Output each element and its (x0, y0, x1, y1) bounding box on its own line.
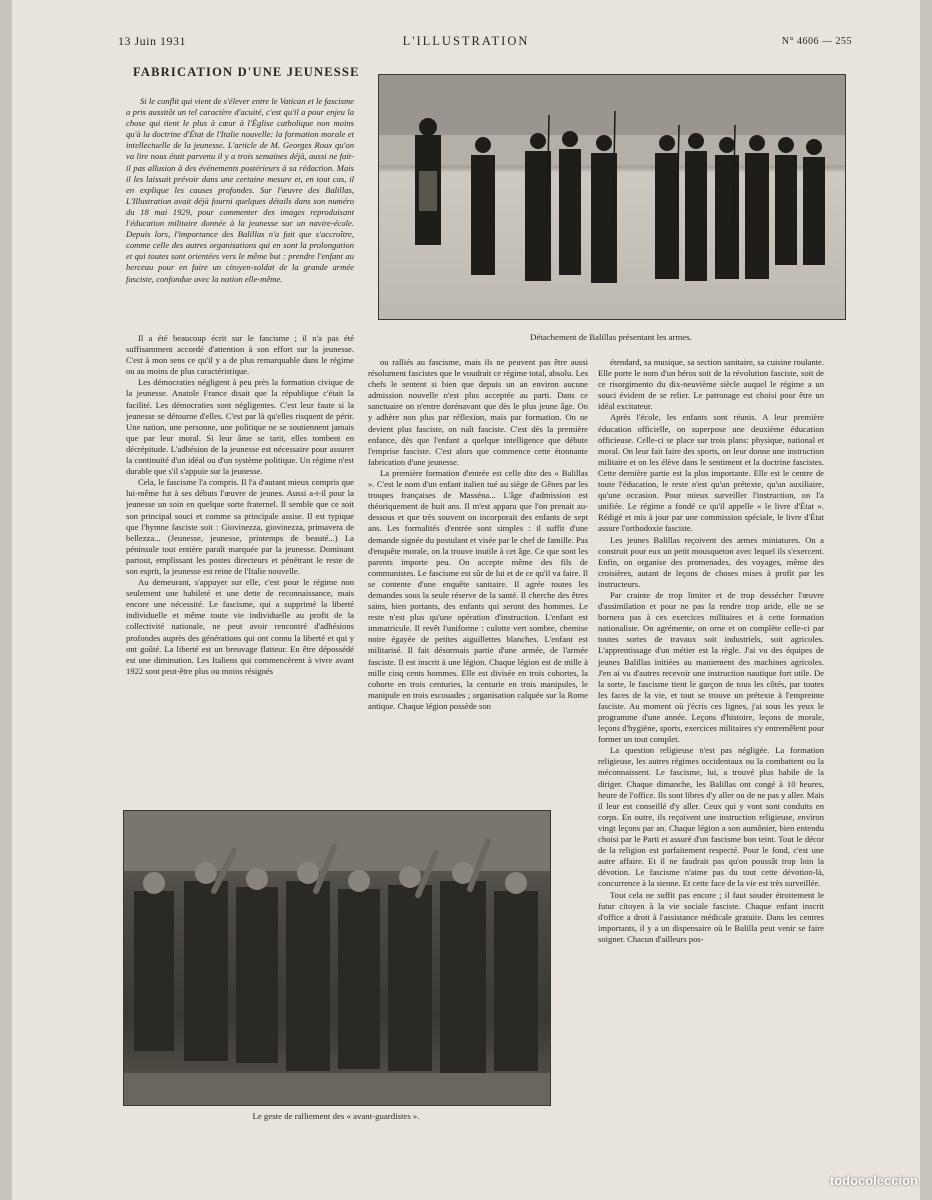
magazine-name: L'ILLUSTRATION (402, 34, 530, 48)
article-column-2 (368, 357, 588, 803)
top-photo-caption: Détachement de Balillas présentant les armes. (530, 332, 692, 342)
site-watermark: todocoleccion (829, 1173, 918, 1188)
paragraph: Les démocraties négligent à peu près la formation civique de la jeunesse. Anatole France disait que la république c'était la facilité. Les démocraties sont négligentes. C'est leur faute si la jeunesse se détourne d'elles. C'est par là qu'elles risquent de périr. Une nation, une personne, une politique ne se soutiennent jamais que par leur moral. Si leur âme se tarit, elles tombent en décrépitude. L'adhésion de la jeunesse est nécessaire pour assurer la continuité d'un idéal ou d'un système politique. Un régime n'est durable que s'il s'appuie sur la jeunesse. (126, 377, 354, 477)
article-column-3 (598, 357, 824, 1147)
balillas-figures-illustration (379, 75, 845, 319)
paragraph: Cela, le fascisme l'a compris. Il l'a d'autant mieux compris que lui-même fut à ses débuts l'œuvre de jeunes. Aussi a-t-il pour la jeunesse un soin en quelque sorte fraternel. Il semble que ce soit son principal souci et comme sa principale assise. Il est typique que l'hymne fasciste soit : Giovinezza, giovinezza, primavera de bellezza... (Jeunesse, jeunesse, printemps de beauté...) La péninsule tout entière paraît marquée par la jeunesse. Dominant partout, emplissant les postes directeurs et pénétrant le reste de son esprit, la jeunesse est reine de l'Italie nouvelle. (126, 477, 354, 576)
bottom-photo-caption: Le geste de ralliement des « avant-guardistes ». (252, 1111, 420, 1121)
paragraph: La question religieuse n'est pas négligée. La formation religieuse, les autres régimes occidentaux ou la combattent ou la méconnaissent. Le fascisme, lui, a trouvé plus habile de la diriger. Chaque dimanche, les Balillas ont congé à 10 heures, heure de l'office. Ils sont libres d'y aller ou de ne pas y aller. Mais il leur est conseillé d'y aller. Ceux qui y vont sont conduits en corps. En outre, ils reçoivent une instruction religieuse, environ vingt leçons par an. Chaque légion a son aumônier, bien entendu choisi par le Parti et assuré d'un fascisme bon teint. Tout le décor de la religion est parfaitement respecté. Pour le fond, c'est une autre affaire. Et il ne faudrait pas qu'on poussât trop loin la dévotion. Le fascisme n'aime pas du tout cette dévotion-là, concurrence à la sienne. Et cette face de la vie est très surveillée. (598, 745, 824, 889)
issue-date: 13 Juin 1931 (118, 34, 187, 48)
salute-crowd-illustration (124, 811, 550, 1105)
paragraph: ou ralliés au fascisme, mais ils ne peuvent pas être aussi résolument fascistes que le voudrait ce régime total, absolu. Les chefs le sentent si bien que depuis un an environ aucune admission nouvelle n'est plus acceptée au parti. Dans ce sanctuaire on n'entre dorénavant que dès le plus jeune âge. On y adhère non plus par réflexion, mais par formation. On ne devient plus fasciste, on naît fasciste. C'est dès la première enfance, dès que l'enfant a quelque intelligence que débute l'emprise fasciste. C'est alors que commence cette étonnante fabrication d'une jeunesse. (368, 357, 588, 467)
photo-avant-guardistes-salute (123, 810, 551, 1106)
photo-balillas-detachment (378, 74, 846, 320)
paragraph: La première formation d'entrée est celle dite des « Balillas ». C'est le nom d'un enfant italien tué au siège de Gênes par les troupes françaises de Masséna... L'âge d'admission est théoriquement de huit ans. Il m'est apparu que l'on prenait au-dessous et que très souvent on incorporait des enfants de sept ans. Les formalités d'entrée sont simples : il suffit d'une demande signée du postulant et visée par le chef de famille. Pas d'enquête morale, on la trouve inutile à cet âge. Ce que sont les parents importe peu. On accepte même des fils de communistes. Le fascisme est sûr de lui et de ce qu'il va faire. Il se contente d'une enquête sanitaire. Il agrée toutes les demandes sous la seule réserve de la santé. Il cherche des êtres sains, bien portants, des enfants qui seront des hommes. Le reste n'est plus qu'une opération d'instruction. L'enfant est immatricule. Il revêt l'uniforme : culotte vert sombre, chemise noire égayée de petites aiguillettes blanches. L'enfant est militarisé. Il fait désormais partie d'une armée, de l'armée fasciste. Il est inscrit à une légion. Chaque légion est de mille à mille cinq cents hommes. Elle est divisée en trois cohortes, la cohorte en trois centuries, la centurie en trois manipules, le manipule en trois escouades ; organisation calquée sur la Rome antique. Chaque légion possède son (368, 467, 588, 711)
paragraph: Les jeunes Balillas reçoivent des armes miniatures. On a construit pour eux un petit mousqueton avec lequel ils s'exercent. Enfin, on organise des promenades, des voyages, même des croisières, autant de leçons de choses mises à profit par les instructeurs. (598, 534, 824, 589)
article-intro: Si le conflit qui vient de s'élever entre le Vatican et le fascisme a pris aussitôt un tel caractère d'acuité, c'est qu'il a pour enjeu la chose qui tient le plus à cœur à l'Église catholique non moins qu'à la doctrine d'État de l'Italie nouvelle: la formation morale et intellectuelle de la jeunesse. L'article de M. Georges Roux qu'on va lire nous était parvenu il y a trois semaines déjà, aussi ne fait-il pas allusion à des événements postérieurs à sa rédaction. Mais il les laissait prévoir dans une certaine mesure et, en tout cas, il en explique les causes profondes. Sur l'œuvre des Balillas, L'Illustration avait déjà fourni quelques détails dans son numéro du 18 mai 1929, pour commenter des images reproduisant l'éducation militaire donnée à la jeunesse sur un navire-école. Depuis lors, l'importance des Balillas n'a fait que s'accroître, comme celle des autres organisations qui en sont la prolongation et qui toutes sont orientées vers le même but : prendre l'enfant au berceau pour en faire un citoyen-soldat de la grande armée fasciste, confondue avec la nation elle-même. (126, 96, 354, 284)
paragraph: Au demeurant, s'appuyer sur elle, c'est pour le régime non seulement une habileté et une dette de reconnaissance, mais encore une nécessité. Le fascisme, qui a supprimé la liberté individuelle et même toute vie individuelle au profit de la collectivité nationale, ne peut avoir rencontré d'adhésions profondes auprès des générations qui ont connu la liberté et qui y ont goûté. La liberté est un breuvage flatteur. En être dépossédé est une diminution. Les Italiens qui commencèrent à vivre avant 1922 sont peut-être plus ou moins résignés (126, 577, 354, 676)
article-title: FABRICATION D'UNE JEUNESSE (133, 65, 360, 79)
article-column-1 (126, 333, 354, 803)
paragraph: Après l'école, les enfants sont réunis. A leur première éducation officielle, on superpose une deuxième éducation officieuse. Celle-ci se place sur trois plans: physique, national et moral. On leur fait faire des sports, on leur donne une instruction militaire et on les élève dans le sentiment et la doctrine fascistes. Cette dernière partie est la plus importante. Elle est le centre de toute l'éducation, le reste n'est qu'un prétexte, qu'un auxiliaire, qu'une occasion. Pour mieux surveiller l'instruction, on l'a unifiée. Le régime a fondé ce qu'il appelle « le livre d'État ». Rédigé et mis à jour par une commission spéciale, le livre d'État assure l'orthodoxie fasciste. (598, 412, 824, 534)
paragraph: Par crainte de trop limiter et de trop dessécher l'œuvre d'assimilation et pour ne pas la rendre trop aride, elle ne se bornera pas à ces exercices militaires et à cette formation nationaliste. On agrémente, on orne et on complète celle-ci par toutes sortes de travaux soit industriels, soit agricoles. L'apprentissage d'un métier est la règle. J'ai vu des équipes de jeunes Balillas initiées au maniement des machines agricoles. J'en ai vu d'autres recevoir une instruction nautique fort utile. De la sorte, le fascisme tient le garçon de tous les côtés, par toutes les faces de la vie, et tout se trouve un prétexte à l'empreinte fasciste. Au moment où j'écris ces lignes, j'ai sous les yeux le programme d'une année. Leçons d'histoire, leçons de morale, leçons d'hygiène, sports, exercices militaires s'y entremêlent pour former un tout complet. (598, 589, 824, 745)
paragraph: étendard, sa musique, sa section sanitaire, sa cuisine roulante. Elle porte le nom d'un héros soit de la révolution fasciste, soit de ce risorgimento du dix-neuvième siècle auquel le régime a un souci évident de se relier. Le patronage est choisi pour être un idéal excitateur. (598, 357, 824, 412)
paragraph: Il a été beaucoup écrit sur le fascisme ; il n'a pas été suffisamment accordé d'attention à son effort sur la jeunesse. C'est à mon sens ce qu'il y a de plus remarquable dans le régime ou au moins de plus caractéristique. (126, 333, 354, 377)
issue-number: N° 4606 — 255 (781, 36, 852, 47)
paragraph: Tout cela ne suffit pas encore ; il faut souder étroitement le futur citoyen à la vie sociale fasciste. Chaque enfant inscrit d'office a droit à l'assistance médicale gratuite. Dans les centres importants, il y a un dispensaire où le Balilla peut venir se faire soigner. Chacun d'ailleurs pos- (598, 889, 824, 944)
